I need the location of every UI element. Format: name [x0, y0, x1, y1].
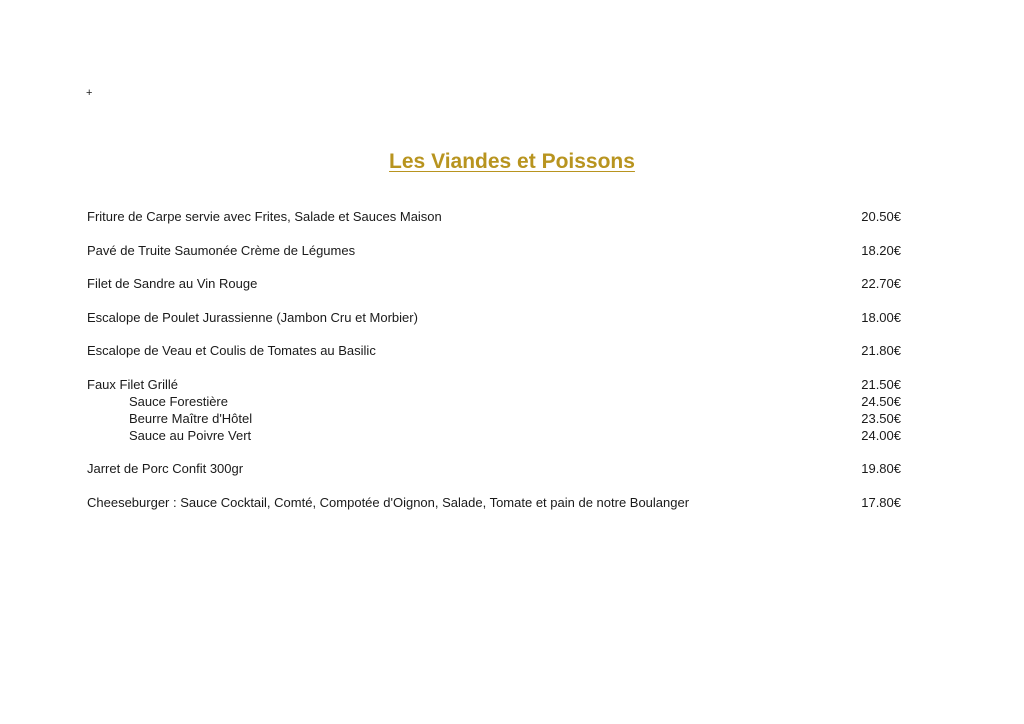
option-price: 24.00€ — [861, 427, 901, 443]
dish-price: 18.20€ — [861, 242, 901, 258]
option-name: Beurre Maître d'Hôtel — [129, 410, 253, 426]
option-price: 24.50€ — [861, 393, 901, 409]
dish-name: Friture de Carpe servie avec Frites, Salade et Sauces Maison — [87, 209, 442, 224]
dish-name: Pavé de Truite Saumonée Crème de Légumes — [87, 242, 356, 258]
option-name: Sauce au Poivre Vert — [129, 427, 252, 443]
menu-option-line — [87, 393, 901, 410]
menu-line — [87, 376, 901, 393]
menu-line — [87, 208, 901, 225]
menu-list — [87, 208, 901, 527]
menu-item — [87, 208, 901, 225]
menu-line — [87, 494, 901, 511]
menu-item — [87, 460, 901, 477]
dish-price: 20.50€ — [861, 209, 901, 224]
menu-line — [87, 275, 901, 292]
menu-line — [87, 342, 901, 359]
dish-name: Escalope de Poulet Jurassienne (Jambon Cru et Morbier) — [87, 309, 418, 325]
dish-price: 21.50€ — [861, 376, 901, 392]
dish-name: Escalope de Veau et Coulis de Tomates au Basilic — [87, 343, 376, 358]
top-plus-mark: + — [86, 87, 93, 99]
dish-price: 19.80€ — [861, 461, 901, 476]
menu-line — [87, 242, 901, 259]
dish-price: 21.80€ — [861, 343, 901, 358]
option-name: Sauce Forestière — [129, 393, 228, 409]
option-price: 23.50€ — [861, 410, 901, 426]
dish-price: 17.80€ — [861, 494, 901, 510]
dish-name: Jarret de Porc Confit 300gr — [87, 461, 244, 476]
menu-item — [87, 342, 901, 359]
menu-line — [87, 309, 901, 326]
dish-name: Cheeseburger : Sauce Cocktail, Comté, Compotée d'Oignon, Salade, Tomate et pain de notre Boulanger — [87, 494, 690, 510]
page-title: Les Viandes et Poissons — [389, 150, 635, 173]
menu-option-line — [87, 410, 901, 427]
menu-item — [87, 494, 901, 511]
menu-item — [87, 242, 901, 259]
dish-price: 22.70€ — [861, 276, 901, 291]
menu-item — [87, 376, 901, 444]
menu-item — [87, 309, 901, 326]
dish-name: Filet de Sandre au Vin Rouge — [87, 276, 258, 291]
menu-option-line — [87, 427, 901, 444]
dish-price: 18.00€ — [861, 309, 901, 325]
menu-item — [87, 275, 901, 292]
dish-name: Faux Filet Grillé — [87, 376, 179, 392]
menu-line — [87, 460, 901, 477]
